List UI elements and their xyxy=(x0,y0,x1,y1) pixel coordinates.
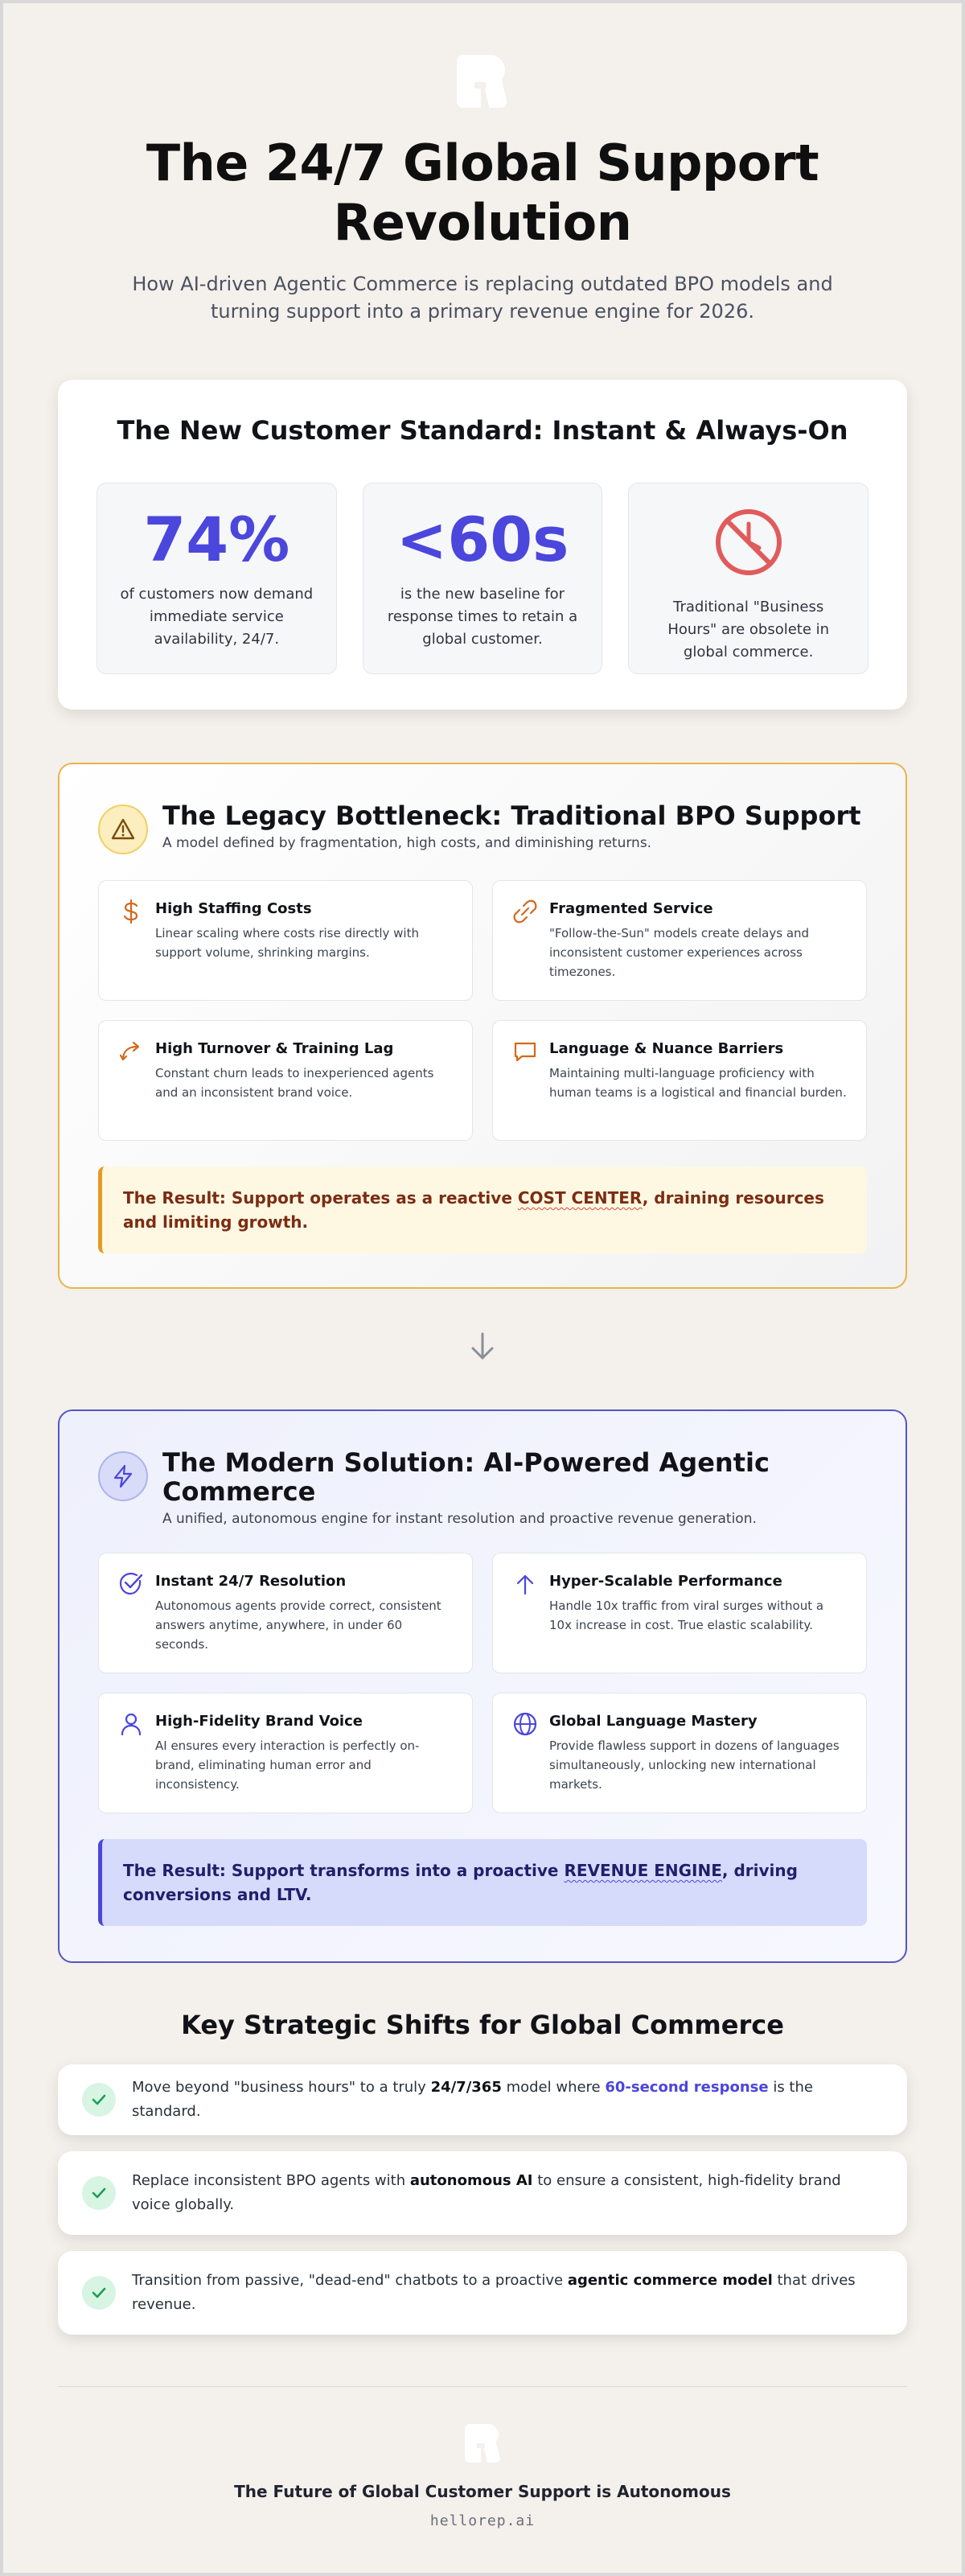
stat-description: of customers now demand immediate service availability, 24/7. xyxy=(120,586,314,648)
page-subtitle: How AI-driven Agentic Commerce is replacing outdated BPO models and turning support into a primary revenue engine for 2026. xyxy=(132,273,833,323)
shift-text-part: that drives revenue. xyxy=(132,2272,856,2313)
brand-logo-wrap xyxy=(58,3,907,108)
broken-link-icon xyxy=(512,899,538,924)
legacy-bottleneck-section xyxy=(58,763,907,1289)
page-title: The 24/7 Global Support Revolution xyxy=(146,134,819,252)
shift-text-part: Replace inconsistent BPO agents with xyxy=(132,2172,410,2189)
feature-description: Constant churn leads to inexperienced agents and an inconsistent brand voice. xyxy=(155,1066,434,1100)
shift-text-part: Transition from passive, "dead-end" chatbots to a proactive xyxy=(132,2272,568,2289)
check-icon xyxy=(82,2176,116,2210)
no-clock-icon xyxy=(712,506,785,578)
stat-row xyxy=(96,483,868,674)
feature-description: Maintaining multi-language proficiency with human teams is a logistical and financial burden. xyxy=(549,1066,847,1100)
section-title: The Modern Solution: AI-Powered Agentic Commerce xyxy=(162,1447,770,1507)
shift-text-part: to ensure a consistent, high-fidelity brand voice globally. xyxy=(132,2172,841,2213)
footer-logo xyxy=(465,2424,500,2463)
section-title: The Legacy Bottleneck: Traditional BPO Support xyxy=(162,800,861,831)
user-icon xyxy=(118,1711,144,1737)
shift-item xyxy=(58,2064,907,2135)
feature-description: Provide flawless support in dozens of languages simultaneously, unlocking new international markets. xyxy=(549,1739,840,1792)
section-header xyxy=(98,1448,867,1527)
customer-standard-card xyxy=(58,380,907,710)
feature-name: Fragmented Service xyxy=(549,900,713,917)
turnover-arrow-icon xyxy=(118,1039,144,1064)
solution-feature-grid xyxy=(98,1553,867,1813)
globe-icon xyxy=(512,1711,538,1737)
feature-card-brand-voice xyxy=(98,1693,473,1813)
shift-accent: 60-second response xyxy=(605,2079,769,2096)
result-prefix: The Result: Support operates as a reactive xyxy=(123,1188,518,1208)
customer-standard-heading: The New Customer Standard: Instant & Always-On xyxy=(117,415,848,446)
modern-solution-section xyxy=(58,1409,907,1963)
section-header xyxy=(98,801,867,854)
feature-name: Instant 24/7 Resolution xyxy=(155,1573,347,1590)
shift-text xyxy=(132,2269,883,2317)
feature-card-fragmented xyxy=(492,880,867,1001)
feature-name: High-Fidelity Brand Voice xyxy=(155,1713,363,1730)
feature-name: Language & Nuance Barriers xyxy=(549,1040,784,1057)
stat-card-customers xyxy=(96,483,337,674)
brand-logo xyxy=(457,55,508,108)
solution-result-callout xyxy=(98,1839,867,1926)
result-suffix: , draining resources and limiting growth. xyxy=(123,1188,824,1232)
feature-description: Autonomous agents provide correct, consistent answers anytime, anywhere, in under 60 seconds. xyxy=(155,1599,441,1652)
feature-card-scalable xyxy=(492,1553,867,1673)
feature-description: Handle 10x traffic from viral surges without a 10x increase in cost. True elastic scalability. xyxy=(549,1599,824,1632)
section-subtitle: A unified, autonomous engine for instant resolution and proactive revenue generation. xyxy=(162,1511,757,1527)
feature-card-turnover xyxy=(98,1020,473,1141)
stat-value: 74% xyxy=(143,504,290,575)
dollar-icon xyxy=(118,899,144,924)
feature-card-language-mastery xyxy=(492,1693,867,1813)
chat-bubble-icon xyxy=(512,1039,538,1064)
shift-emphasis: 24/7/365 xyxy=(430,2079,502,2096)
check-icon xyxy=(82,2083,116,2117)
stat-description: is the new baseline for response times to retain a global customer. xyxy=(387,586,578,648)
section-subtitle: A model defined by fragmentation, high costs, and diminishing returns. xyxy=(162,835,652,851)
shifts-list xyxy=(58,2064,907,2335)
warning-icon xyxy=(98,804,148,854)
check-icon xyxy=(82,2276,116,2310)
shifts-heading: Key Strategic Shifts for Global Commerce xyxy=(181,2010,784,2040)
feature-name: Hyper-Scalable Performance xyxy=(549,1573,782,1590)
feature-card-language-barriers xyxy=(492,1020,867,1141)
feature-card-staffing xyxy=(98,880,473,1001)
footer xyxy=(58,2387,907,2529)
feature-name: High Staffing Costs xyxy=(155,900,312,917)
stat-value: <60s xyxy=(396,504,569,575)
bottleneck-result-callout xyxy=(98,1167,867,1253)
feature-description: "Follow-the-Sun" models create delays and inconsistent customer experiences across timezones. xyxy=(549,926,810,979)
feature-description: AI ensures every interaction is perfectly on-brand, eliminating human error and inconsistency. xyxy=(155,1739,420,1792)
down-arrow-wrap xyxy=(58,1331,907,1363)
result-highlight: REVENUE ENGINE xyxy=(564,1861,722,1880)
arrow-down-icon xyxy=(468,1331,497,1363)
arrow-up-icon xyxy=(512,1571,538,1597)
shift-text xyxy=(132,2169,883,2217)
shift-text-part: Move beyond "business hours" to a truly xyxy=(132,2079,431,2096)
shift-item xyxy=(58,2251,907,2335)
result-suffix: , driving conversions and LTV. xyxy=(123,1861,798,1904)
shift-text xyxy=(132,2076,883,2124)
lightning-icon xyxy=(98,1451,148,1501)
stat-description: Traditional "Business Hours" are obsolete in global commerce. xyxy=(667,599,830,660)
shift-item xyxy=(58,2151,907,2235)
footer-url: hellorep.ai xyxy=(429,2512,536,2529)
shift-text-part: is the standard. xyxy=(132,2079,813,2120)
footer-title: The Future of Global Customer Support is Autonomous xyxy=(234,2482,731,2501)
check-circle-icon xyxy=(118,1571,144,1597)
feature-name: Global Language Mastery xyxy=(549,1713,758,1730)
stat-card-business-hours xyxy=(628,483,868,674)
result-highlight: COST CENTER xyxy=(517,1188,643,1208)
shift-emphasis: agentic commerce model xyxy=(567,2272,773,2289)
bottleneck-feature-grid xyxy=(98,880,867,1141)
stat-card-response-time xyxy=(363,483,603,674)
feature-card-instant-resolution xyxy=(98,1553,473,1673)
shift-emphasis: autonomous AI xyxy=(409,2172,533,2189)
shift-text-part: model where xyxy=(501,2079,606,2096)
feature-description: Linear scaling where costs rise directly with support volume, shrinking margins. xyxy=(155,926,419,960)
result-prefix: The Result: Support transforms into a proactive xyxy=(123,1861,565,1880)
feature-name: High Turnover & Training Lag xyxy=(155,1040,394,1057)
